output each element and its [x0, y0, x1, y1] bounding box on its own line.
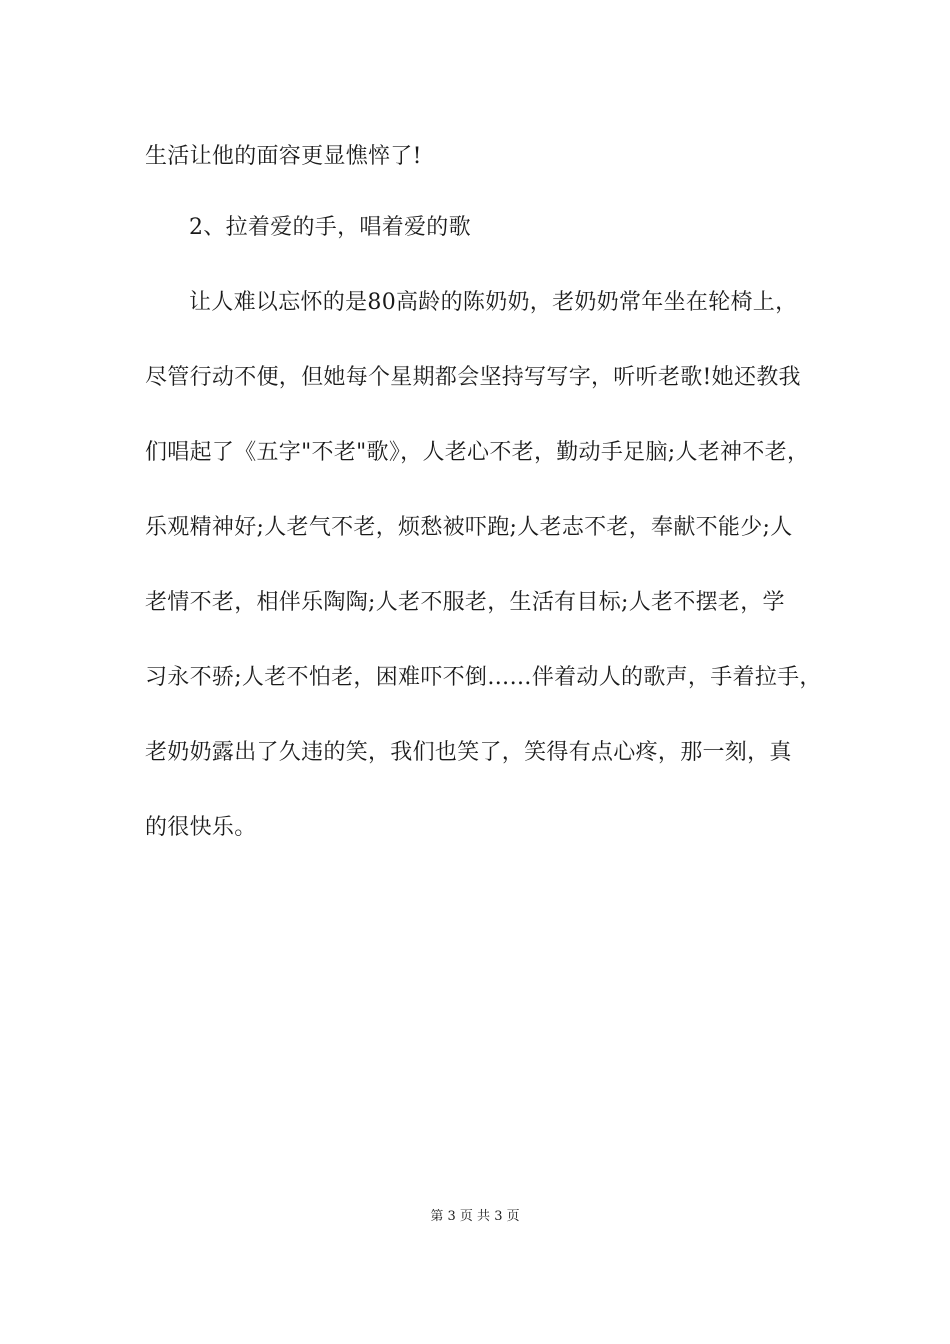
text-line: 的很快乐。 [145, 815, 257, 840]
text-line: 老情不老，相伴乐陶陶;人老不服老，生活有目标;人老不摆老，学 [145, 590, 785, 615]
text-line: 老奶奶露出了久违的笑，我们也笑了，笑得有点心疼，那一刻，真 [145, 740, 792, 765]
text-line: 们唱起了《五字"不老"歌》，人老心不老，勤动手足脑;人老神不老， [145, 440, 810, 465]
text-line: 让人难以忘怀的是80高龄的陈奶奶，老奶奶常年坐在轮椅上， [189, 290, 798, 315]
page-number-footer: 第 3 页 共 3 页 [430, 1209, 520, 1224]
text-line: 习永不骄;人老不怕老，困难吓不倒……伴着动人的歌声，手着拉手， [145, 665, 822, 690]
text-line: 尽管行动不便，但她每个星期都会坚持写写字，听听老歌!她还教我 [145, 365, 801, 390]
text-line: 乐观精神好;人老气不老，烦愁被吓跑;人老志不老，奉献不能少;人 [145, 515, 793, 540]
text-line: 生活让他的面容更显憔悴了! [145, 144, 422, 169]
section-heading: 2、拉着爱的手，唱着爱的歌 [189, 215, 471, 240]
